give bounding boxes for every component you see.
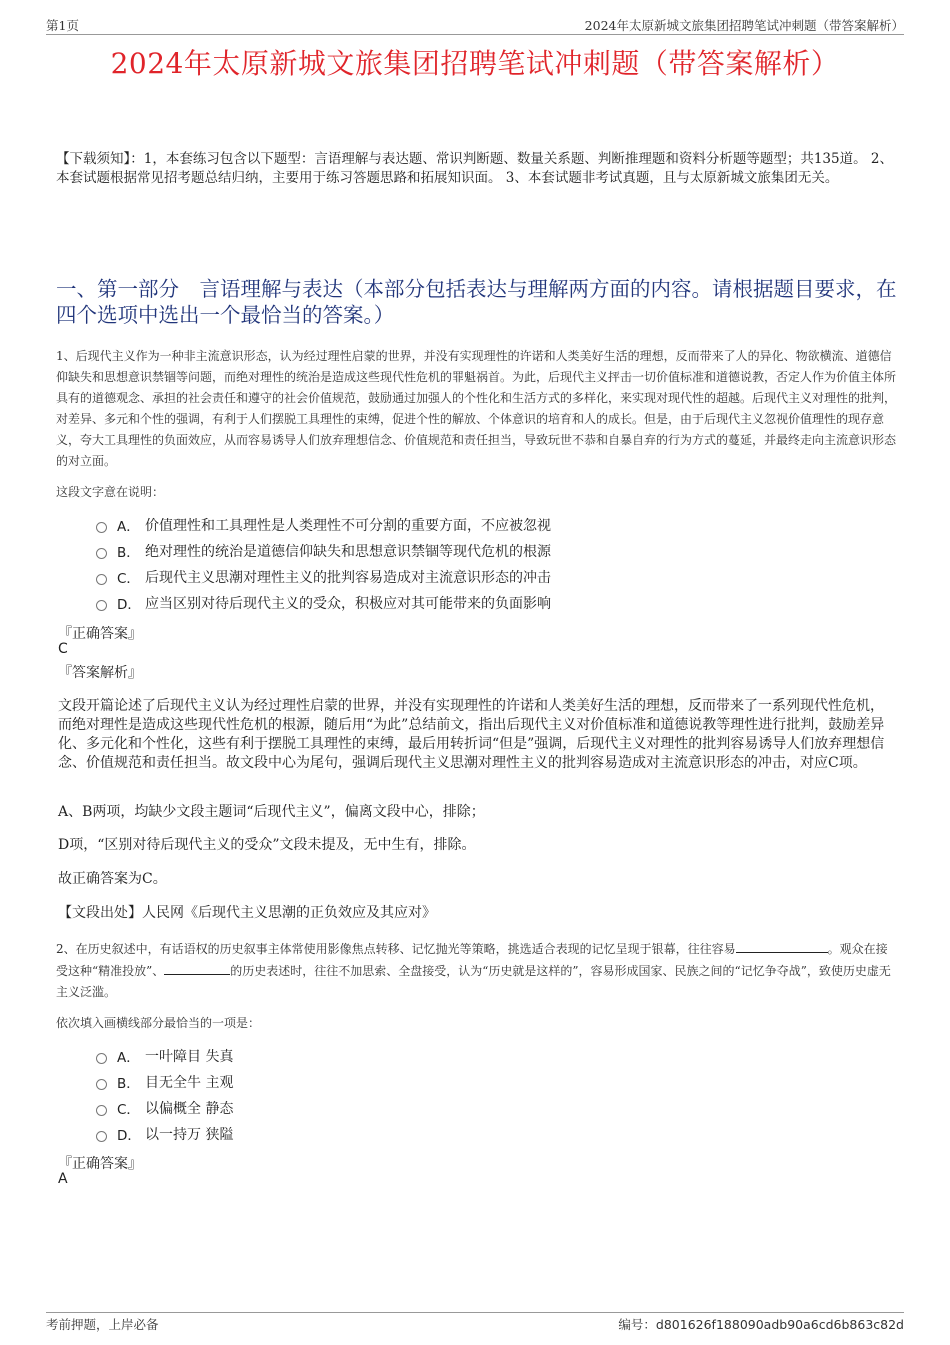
radio-icon[interactable] xyxy=(96,600,107,611)
answer-label: 『正确答案』 xyxy=(58,1156,142,1172)
question-1-options xyxy=(96,512,551,616)
footer-slogan: 考前押题，上岸必备 xyxy=(46,1317,159,1332)
radio-icon[interactable] xyxy=(96,1131,107,1142)
source-note: 【文段出处】人民网《后现代主义思潮的正负效应及其应对》 xyxy=(58,905,436,921)
question-1-ask: 这段文字意在说明： xyxy=(56,485,165,499)
page-header xyxy=(46,14,904,35)
analysis-ab-note: A、B两项，均缺少文段主题词“后现代主义”，偏离文段中心，排除； xyxy=(58,804,485,820)
option-c[interactable]: C． 后现代主义思潮对理性主义的批判容易造成对主流意识形态的冲击 xyxy=(96,564,551,590)
answer-value: A xyxy=(58,1171,68,1187)
answer-value: C xyxy=(58,641,68,657)
radio-icon[interactable] xyxy=(96,548,107,559)
analysis-text: 文段开篇论述了后现代主义认为经过理性启蒙的世界，并没有实现理性的许诺和人类美好生活的理想，反而带来了一系列现代性危机，而绝对理性是造成这些现代性危机的根源，随后用“为此”总结前文，指出后现代主义对价值标准和道德说教等理性进行批判，鼓励差异化、多元化和个性化，这些有利于摆脱工具理性的束缚，最后用转折词“但是”强调，后现代主义对理性的批判容易诱导人们放弃理想信念、价值规范和责任担当。故文段中心为尾句，强调后现代主义思潮对理性主义的批判容易造成对主流意识形态的冲击，对应C项。 xyxy=(58,698,885,771)
blank-2 xyxy=(164,960,230,975)
section-heading: 一、第一部分 言语理解与表达（本部分包括表达与理解两方面的内容。请根据题目要求，在四个选项中选出一个最恰当的答案。） xyxy=(56,277,897,327)
option-a[interactable]: A． 价值理性和工具理性是人类理性不可分割的重要方面，不应被忽视 xyxy=(96,512,551,538)
download-notice: 【下载须知】：1，本套练习包含以下题型：言语理解与表达题、常识判断题、数量关系题、判断推理题和资料分析题等题型；共135道。 2、本套试题根据常见招考题总结归纳，主要用于练习答题思路和拓展知识面。 3、本套试题非考试真题，且与太原新城文旅集团无关。 xyxy=(56,151,893,186)
radio-icon[interactable] xyxy=(96,522,107,533)
page-footer xyxy=(46,1312,904,1332)
option-a[interactable]: A． 一叶障目 失真 xyxy=(96,1043,233,1069)
option-d[interactable]: D． 以一持万 狭隘 xyxy=(96,1121,233,1147)
option-b[interactable]: B． 绝对理性的统治是道德信仰缺失和思想意识禁锢等现代危机的根源 xyxy=(96,538,551,564)
answer-label: 『正确答案』 xyxy=(58,626,142,642)
footer-code: 编号：d801626f188090adb90a6cd6b863c82d xyxy=(618,1317,904,1332)
radio-icon[interactable] xyxy=(96,1105,107,1116)
analysis-final: 故正确答案为C。 xyxy=(58,871,167,887)
page-title: 2024年太原新城文旅集团招聘笔试冲刺题（带答案解析） xyxy=(110,47,840,80)
radio-icon[interactable] xyxy=(96,1079,107,1090)
radio-icon[interactable] xyxy=(96,574,107,585)
question-1-stem: 1、后现代主义作为一种非主流意识形态，认为经过理性启蒙的世界，并没有实现理性的许诺和人类美好生活的理想，反而带来了人的异化、物欲横流、道德信仰缺失和思想意识禁锢等问题，而绝对理性的统治是造成这些现代性危机的罪魁祸首。为此，后现代主义抨击一切价值标准和道德说教，否定人作为价值主体所具有的道德观念、承担的社会责任和遵守的社会价值规范，鼓励通过加强人的个性化和生活方式的多样化，来实现对现代性的超越。后现代主义对理性的批判，对差异、多元和个性的强调，有利于人们摆脱工具理性的束缚，促进个性的解放、个体意识的培育和人的成长。但是，由于后现代主义忽视价值理性的现存意义，夸大工具理性的负面效应，从而容易诱导人们放弃理想信念、价值规范和责任担当，导致玩世不恭和自暴自弃的行为方式的蔓延，并最终走向主流意识形态的对立面。 xyxy=(56,349,897,468)
question-2-options xyxy=(96,1043,233,1147)
radio-icon[interactable] xyxy=(96,1053,107,1064)
page-number: 第1页 xyxy=(46,18,79,33)
option-b[interactable]: B． 目无全牛 主观 xyxy=(96,1069,233,1095)
question-2-ask: 依次填入画横线部分最恰当的一项是： xyxy=(56,1016,261,1030)
option-c[interactable]: C． 以偏概全 静态 xyxy=(96,1095,233,1121)
question-2-stem: 2、在历史叙述中，有话语权的历史叙事主体常使用影像焦点转移、记忆抛光等策略，挑选适合表现的记忆呈现于银幕，往往容易 。观众在接受这种“精准投放”、 的历史表述时，往往不加思索、全盘接受，认为“历史就是这样的”，容易形成国家、民族之间的“记忆争夺战”，致使历史虚无主义泛滥。 xyxy=(56,938,898,1003)
option-d[interactable]: D． 应当区别对待后现代主义的受众，积极应对其可能带来的负面影响 xyxy=(96,590,551,616)
header-doc-title: 2024年太原新城文旅集团招聘笔试冲刺题（带答案解析） xyxy=(584,18,904,33)
blank-1 xyxy=(736,938,828,953)
analysis-label: 『答案解析』 xyxy=(58,665,142,681)
analysis-d-note: D项，“区别对待后现代主义的受众”文段未提及，无中生有，排除。 xyxy=(58,837,476,853)
